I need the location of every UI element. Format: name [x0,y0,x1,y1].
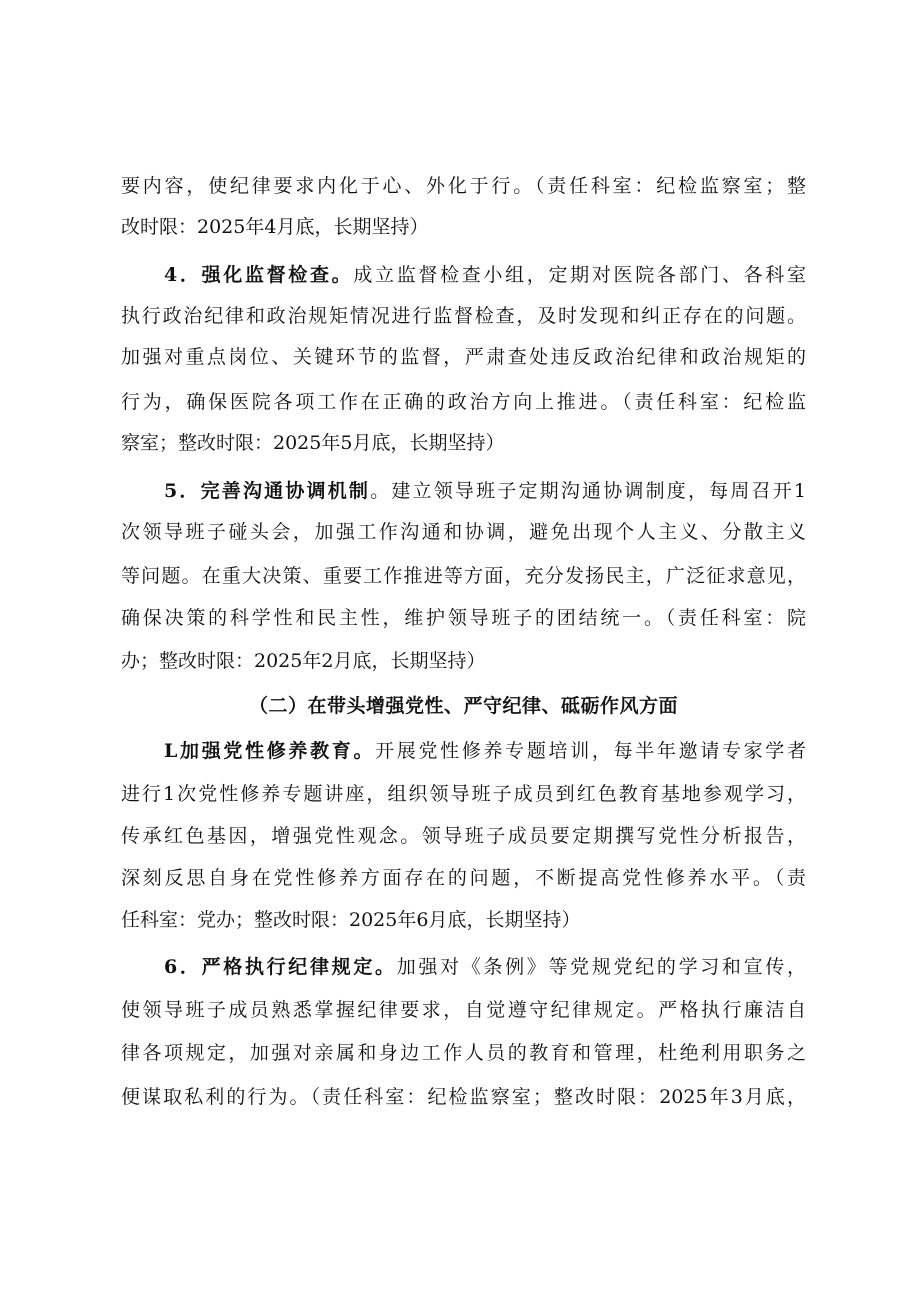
item-1-first-line [164,738,806,764]
item-5-title: 5．完善沟通协调机制 [164,480,371,502]
paragraph-line: 等问题。在重大决策、重要工作推进等方面，充分发扬民主，广泛征求意见， [121,565,806,587]
paragraph-line: 次领导班子碰头会，加强工作沟通和协调，避免出现个人主义、分散主义 [121,521,806,543]
paragraph-line: 执行政治纪律和政治规矩情况进行监督检查，及时发现和纠正存在的问题。 [121,305,806,327]
section-heading: （二）在带头增强党性、严守纪律、砥砺作风方面 [248,695,678,717]
item-4-title: 4．强化监督检查。 [164,264,354,286]
item-1-text: 开展党性修养专题培训，每半年邀请专家学者 [375,740,806,762]
paragraph-line: 要内容，使纪律要求内化于心、外化于行。（责任科室：纪检监察室；整 [121,175,806,197]
item-6-title: 6．严格执行纪律规定。 [164,956,397,978]
paragraph-line: 办；整改时限：2025年2月底，长期坚持） [121,650,486,672]
paragraph-line: 律各项规定，加强对亲属和身边工作人员的教育和管理，杜绝利用职务之 [121,1042,806,1064]
item-5-text: 。建立领导班子定期沟通协调制度，每周召开1 [370,480,806,502]
paragraph-line: 传承红色基因，增强党性观念。领导班子成员要定期撰写党性分析报告， [121,825,806,847]
item-6-text: 加强对《条例》等党规党纪的学习和宣传， [396,956,806,978]
item-6-first-line [164,954,806,980]
paragraph-line: 加强对重点岗位、关键环节的监督，严肃查处违反政治纪律和政治规矩的 [121,346,806,368]
paragraph-line: 使领导班子成员熟悉掌握纪律要求，自觉遵守纪律规定。严格执行廉洁自 [121,999,806,1021]
paragraph-line: 进行1次党性修养专题讲座，组织领导班子成员到红色教育基地参观学习， [121,783,806,805]
paragraph-line: 察室；整改时限：2025年5月底，长期坚持） [121,432,505,454]
paragraph-line: 改时限：2025年4月底，长期坚持） [121,216,429,238]
paragraph-line: 便谋取私利的行为。（责任科室：纪检监察室；整改时限：2025年3月底， [121,1086,806,1108]
paragraph-line: 确保决策的科学性和民主性，维护领导班子的团结统一。（责任科室：院 [121,607,806,629]
item-1-title: L加强党性修养教育。 [164,740,376,762]
paragraph-line: 任科室：党办；整改时限：2025年6月底，长期坚持） [121,909,581,931]
paragraph-line: 深刻反思自身在党性修养方面存在的问题，不断提高党性修养水平。（责 [121,867,806,889]
paragraph-line: 行为，确保医院各项工作在正确的政治方向上推进。（责任科室：纪检监 [121,391,806,413]
item-4-text: 成立监督检查小组，定期对医院各部门、各科室 [353,264,806,286]
item-5-first-line [164,478,806,504]
item-4-first-line [164,262,806,288]
